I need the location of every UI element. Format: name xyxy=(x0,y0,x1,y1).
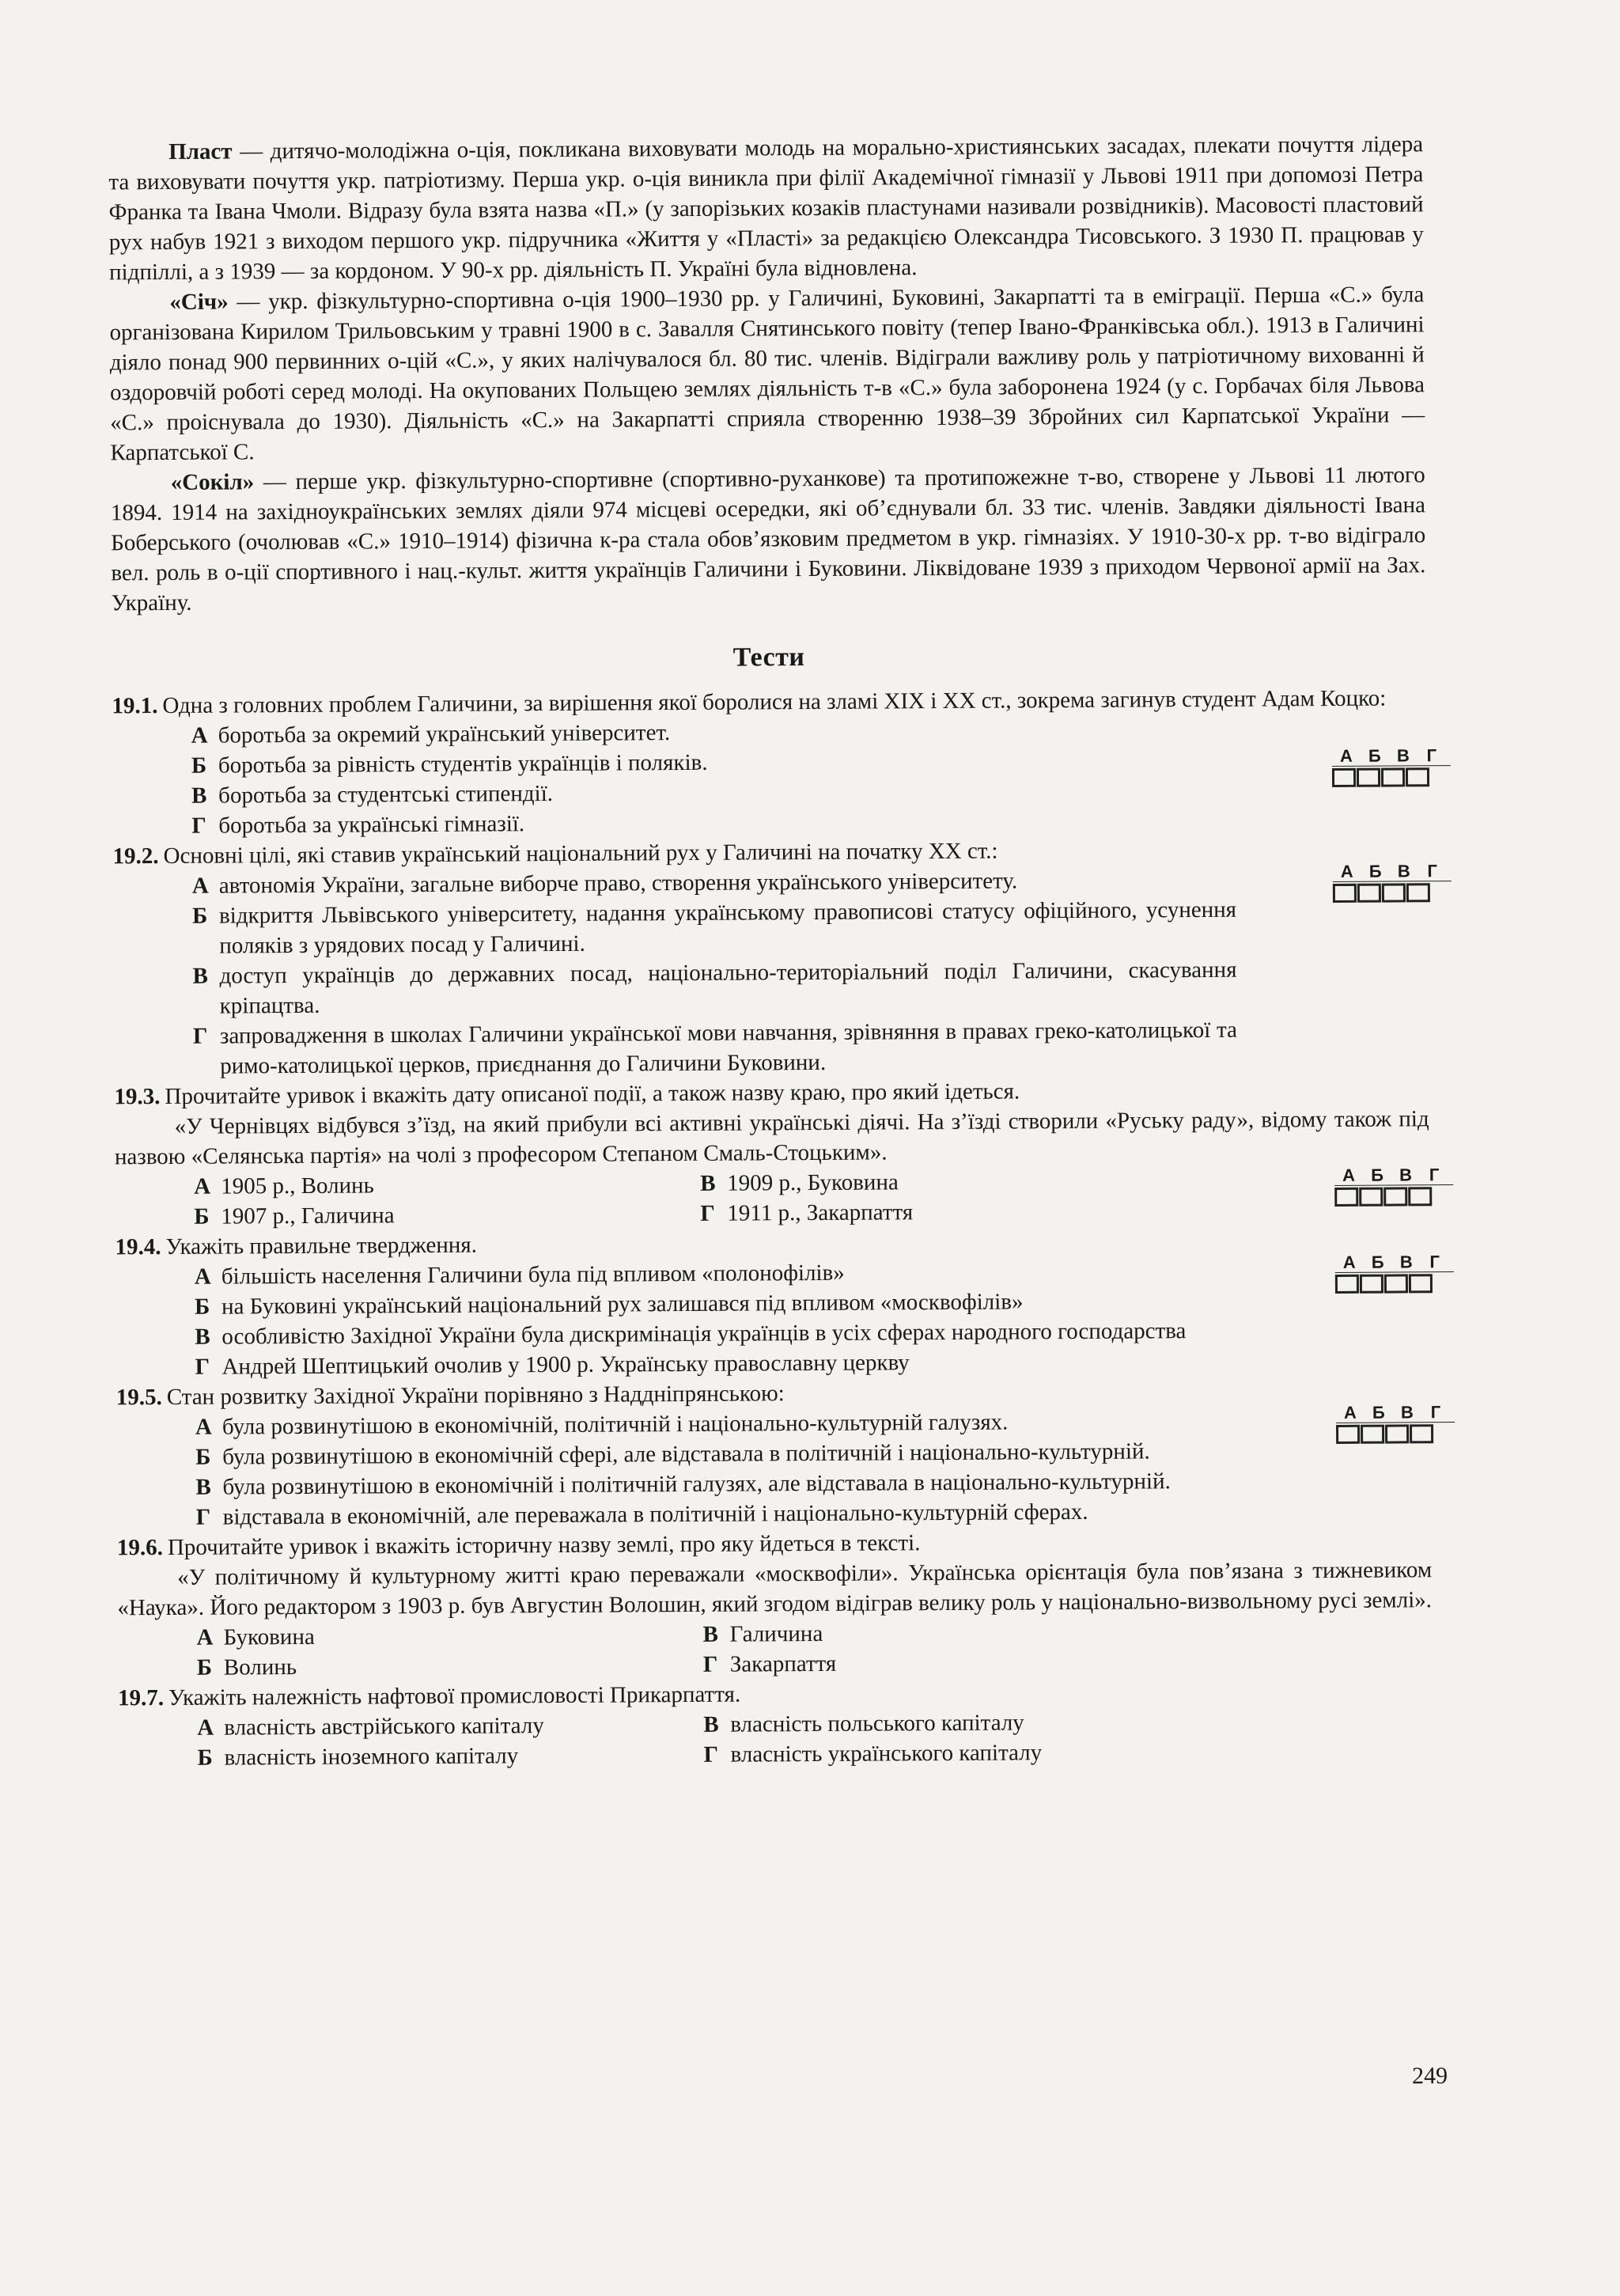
question-number: 19.2. xyxy=(112,843,159,870)
glossary-term: «Сокіл» xyxy=(170,469,255,495)
option-text: доступ українців до державних посад, національно-територіальний поділ Галичини, скасування кріпацтва. xyxy=(219,957,1237,1019)
answer-letter: Б xyxy=(1368,745,1381,766)
option-letter: А xyxy=(196,1624,214,1650)
answer-letter: А xyxy=(1343,1402,1357,1423)
answer-letter: А xyxy=(1342,1252,1356,1272)
option xyxy=(700,1195,1206,1229)
option-letter: В xyxy=(702,1621,719,1647)
option-letter: В xyxy=(703,1711,719,1737)
question-19-7 xyxy=(118,1675,1433,1773)
option-text: власність польського капіталу xyxy=(730,1710,1024,1737)
question-number: 19.5. xyxy=(115,1385,162,1411)
option-text: була розвинутішою в економічній, політичній і національно-культурній галузях. xyxy=(221,1409,1009,1440)
option-text: Закарпаття xyxy=(729,1650,837,1677)
question-text: Прочитайте уривок і вкажіть дату описаної події, а також назву краю, про який ідеться. xyxy=(165,1078,1020,1110)
question-19-5 xyxy=(115,1374,1441,1533)
option-letter: Г xyxy=(702,1651,718,1677)
answer-checkbox[interactable] xyxy=(1385,1424,1409,1443)
question-number: 19.1. xyxy=(112,693,158,719)
glossary-entry-sich xyxy=(109,279,1425,468)
answer-letter: А xyxy=(1342,1165,1356,1185)
answer-checkbox[interactable] xyxy=(1381,767,1405,786)
option-letter: В xyxy=(195,1474,211,1500)
glossary-definition: — перше укр. фізкультурно-спортивне (спортивно-руханкове) та протипожежне т-во, створене у Львові 11 лютого 1894. 1914 на західноукраїнських землях діяли 974 місцеві осередки, які об’єднували бл. 33 тис. членів. Завдяки діяльності Івана Боберського (очолював «С.» 1910–1914) фізична к-ра стала обов’язковим предметом в укр. гімназіях. У 1910-30-х рр. т-во відіграло вел. роль в о-ції спортивного і нац.-культ. життя українців Галичини і Буковини. Ліквідоване 1939 з приходом Червоної армії на Зах. Україну. xyxy=(110,462,1426,616)
question-text: Укажіть правильне твердження. xyxy=(165,1232,477,1260)
answer-checkbox[interactable] xyxy=(1357,884,1381,903)
section-title: Тести xyxy=(732,642,805,673)
options xyxy=(197,1705,1433,1773)
answer-checkbox[interactable] xyxy=(1406,883,1430,902)
option-text: 1907 р., Галичина xyxy=(221,1203,395,1229)
option-letter: Г xyxy=(703,1741,719,1767)
option-text: Буковина xyxy=(223,1623,315,1650)
option xyxy=(197,1710,703,1743)
page-number: 249 xyxy=(1411,2063,1448,2090)
option-text: була розвинутішою в економічній і політичній галузях, але відставала в національно-культурній. xyxy=(222,1468,1171,1500)
option xyxy=(703,1737,1209,1770)
answer-grid xyxy=(1332,746,1451,787)
question-quote: «У Чернівцях відбувся з’їзд, на який прибули всі активні українські діячі. На з’їзді створили «Руську раду», відому також під назвою «Селянська партія» на чолі з професором Степаном Смаль-Стоцьким». xyxy=(114,1106,1429,1170)
answer-checkbox[interactable] xyxy=(1359,1188,1383,1207)
glossary-definition: — укр. фізкультурно-спортивна о-ція 1900–1930 рр. у Галичині, Буковині, Закарпатті та в еміграції. Перша «С.» була організована Кирилом Трильовським у травні 1900 в с. Завалля Снятинського повіту (тепер Івано-Франківська обл.). 1913 в Галичині діяло понад 900 первинних о-цій «С.», у яких налічувалося бл. 80 тис. членів. Відіграли важливу роль у патріотичному вихованні й оздоровчій роботі серед молоді. На окупованих Польщею землях діяльність т-в «С.» була заборонена 1924 (у с. Горбачах біля Львова «С.» проіснувала до 1930). Діяльність «С.» на Закарпатті сприяла створенню 1938–39 Збройних сил Карпатської України — Карпатської С. xyxy=(109,282,1425,466)
option-letter: Б xyxy=(191,903,208,929)
glossary-term: «Січ» xyxy=(169,289,229,315)
option-letter: Б xyxy=(195,1444,211,1470)
answer-letter: В xyxy=(1400,1402,1414,1423)
option-text: була розвинутішою в економічній сфері, але відставала в політичній і національно-культурній. xyxy=(222,1438,1150,1470)
answer-checkbox[interactable] xyxy=(1360,1275,1383,1294)
answer-checkbox[interactable] xyxy=(1333,884,1357,903)
option-letter: Г xyxy=(700,1200,715,1226)
answer-checkbox[interactable] xyxy=(1384,1274,1408,1293)
answer-checkbox[interactable] xyxy=(1383,1187,1407,1206)
question-number: 19.4. xyxy=(115,1234,161,1260)
answer-checkbox[interactable] xyxy=(1357,768,1380,787)
answer-letter: Г xyxy=(1429,1252,1440,1272)
answer-checkbox[interactable] xyxy=(1332,768,1356,787)
option-text: боротьба за студентські стипендії. xyxy=(218,781,554,809)
option-text: власність українського капіталу xyxy=(730,1740,1043,1767)
option-text: Андрей Шептицький очолив у 1900 р. Українську православну церкву xyxy=(221,1350,910,1380)
glossary-term: Пласт xyxy=(168,138,233,165)
answer-checkbox[interactable] xyxy=(1361,1425,1384,1444)
glossary-entry-sokil xyxy=(111,460,1426,618)
question-19-4 xyxy=(115,1224,1440,1382)
option-text: відставала в економічній, але переважала в політичній і національно-культурній сферах. xyxy=(222,1498,1088,1530)
option-letter: А xyxy=(194,1264,211,1290)
option-letter: Б xyxy=(197,1745,213,1771)
option-text: запровадження в школах Галичини української мови навчання, зрівняння в правах греко-католицької та римо-католицької церков, приєднання до Галичини Буковини. xyxy=(219,1017,1238,1079)
answer-letter: Б xyxy=(1372,1402,1385,1423)
options xyxy=(197,1615,1433,1683)
option-letter: Б xyxy=(196,1654,213,1680)
question-text: Прочитайте уривок і вкажіть історичну назву землі, про яку йдеться в тексті. xyxy=(167,1530,921,1560)
question-text: Одна з головних проблем Галичини, за вирішення якої боролися на зламі XIX і XX ст., зокрема загинув студент Адам Коцко: xyxy=(162,685,1387,719)
option-text: власність іноземного капіталу xyxy=(224,1743,519,1771)
question-text: Стан розвитку Західної України порівняно з Наддніпрянською: xyxy=(166,1381,785,1411)
answer-letter: Г xyxy=(1427,861,1438,881)
answer-checkbox[interactable] xyxy=(1334,1188,1358,1207)
answer-letter: В xyxy=(1396,745,1410,766)
options xyxy=(195,1256,1240,1382)
option-letter: В xyxy=(191,782,207,809)
answer-letter: Б xyxy=(1371,1165,1384,1185)
option-letter: А xyxy=(191,873,209,899)
question-19-2 xyxy=(112,833,1438,1082)
question-19-6 xyxy=(117,1525,1433,1683)
option-letter: Г xyxy=(195,1354,210,1380)
answer-letter: А xyxy=(1340,861,1353,881)
option-text: Волинь xyxy=(223,1654,297,1680)
question-number: 19.3. xyxy=(114,1084,161,1110)
option-letter: Г xyxy=(195,1504,211,1530)
option xyxy=(197,1740,703,1773)
option-text: боротьба за окремий український університет. xyxy=(218,720,671,748)
option-text: на Буковині український національний рух залишався під впливом «москвофілів» xyxy=(221,1289,1024,1320)
option-letter: Б xyxy=(191,752,207,779)
option xyxy=(197,1650,703,1683)
answer-checkbox[interactable] xyxy=(1336,1425,1360,1444)
option xyxy=(194,1199,700,1232)
option-letter: В xyxy=(195,1324,210,1350)
answer-grid xyxy=(1334,1165,1453,1207)
option-letter: А xyxy=(197,1714,214,1741)
option-text: 1905 р., Волинь xyxy=(221,1173,374,1199)
option-text: відкриття Львівського університету, надання українському правописові статусу офіційного, усунення поляків з урядових посад у Галичині. xyxy=(218,896,1237,959)
option-letter: Б xyxy=(194,1294,210,1320)
answer-checkbox[interactable] xyxy=(1382,883,1406,902)
option-letter: Г xyxy=(192,1023,208,1049)
answer-letter: В xyxy=(1397,861,1410,881)
answer-checkbox[interactable] xyxy=(1410,1424,1433,1443)
glossary-entry-plast xyxy=(108,129,1424,287)
answer-letter: Г xyxy=(1429,1165,1440,1185)
option xyxy=(703,1616,1209,1650)
question-quote: «У політичному й культурному житті краю переважали «москвофіли». Українська орієнтація була пов’язана з тижневиком «Наука». Його редактором з 1903 р. був Августин Волошин, який згодом відіграв велику роль у національно-визвольному русі землі». xyxy=(117,1557,1433,1621)
answer-checkbox[interactable] xyxy=(1335,1275,1359,1294)
question-19-3 xyxy=(114,1074,1440,1232)
option-text: боротьба за українські гімназії. xyxy=(218,811,525,839)
question-text: Основні цілі, які ставив український національний рух у Галичині на початку XX ст.: xyxy=(163,838,998,870)
option-text: боротьба за рівність студентів українців і поляків. xyxy=(218,749,708,779)
option xyxy=(703,1646,1209,1680)
option-text: автономія України, загальне виборче право, створення українського університету. xyxy=(218,868,1018,899)
option-text: 1911 р., Закарпаття xyxy=(727,1199,914,1226)
answer-letter: В xyxy=(1399,1252,1413,1272)
question-number: 19.6. xyxy=(116,1535,164,1561)
option-text: більшість населення Галичини була під впливом «полонофілів» xyxy=(221,1260,845,1290)
option xyxy=(703,1707,1209,1740)
options xyxy=(195,1406,1240,1533)
option-letter: В xyxy=(700,1170,716,1196)
option-text: особливістю Західної України була дискримінація українців в усіх сферах народного господарства xyxy=(221,1318,1187,1350)
answer-checkbox[interactable] xyxy=(1408,1187,1432,1206)
answer-letter: В xyxy=(1399,1165,1413,1185)
option-text: власність австрійського капіталу xyxy=(224,1713,544,1741)
option-letter: А xyxy=(195,1414,213,1440)
options xyxy=(192,865,1238,1082)
option-letter: В xyxy=(192,963,208,989)
option xyxy=(193,1015,1237,1082)
option xyxy=(197,1620,703,1653)
option-text: 1909 р., Буковина xyxy=(727,1169,899,1196)
option xyxy=(192,895,1236,961)
options xyxy=(194,1164,1429,1232)
glossary xyxy=(108,129,1426,618)
answer-grid xyxy=(1335,1252,1454,1294)
option-letter: А xyxy=(194,1173,211,1199)
glossary-definition: — дитячо-молодіжна о-ція, покликана виховувати молодь на морально-християнських засадах, плекати почуття лідера та виховувати почуття укр. патріотизму. Перша укр. о-ція виникла при філії Академічної гімназії у Львові 1911 при допомозі Петра Франка та Івана Чмоли. Відразу була взята назва «П.» (у запорізьких козаків пластунами називали розвідників). Масовості пластовий рух набув 1921 з виходом першого укр. підручника «Життя у «Пласті» за редакцією Олександра Тисовського. З 1930 П. працював у підпіллі, а з 1939 — за кордоном. У 90-х рр. діяльність П. Україні була відновлена. xyxy=(108,131,1424,286)
answer-letter: Б xyxy=(1371,1252,1384,1272)
option-letter: Б xyxy=(194,1203,210,1229)
options xyxy=(191,714,1236,841)
option-letter: Г xyxy=(191,813,206,839)
question-text: Укажіть належність нафтової промисловості Прикарпаття. xyxy=(168,1681,741,1711)
option-text: Галичина xyxy=(729,1620,823,1647)
answer-letter: А xyxy=(1339,745,1353,766)
answer-checkbox[interactable] xyxy=(1406,767,1429,786)
answer-letter: Г xyxy=(1426,745,1437,766)
answer-grid xyxy=(1333,862,1452,903)
answer-grid xyxy=(1336,1403,1455,1444)
option-letter: А xyxy=(191,722,208,748)
answer-checkbox[interactable] xyxy=(1409,1274,1433,1293)
option xyxy=(192,955,1236,1021)
question-number: 19.7. xyxy=(117,1685,165,1711)
option xyxy=(194,1169,700,1202)
answer-letter: Г xyxy=(1430,1402,1441,1423)
option xyxy=(700,1165,1206,1199)
question-19-1 xyxy=(112,683,1437,841)
answer-letter: Б xyxy=(1368,861,1382,881)
